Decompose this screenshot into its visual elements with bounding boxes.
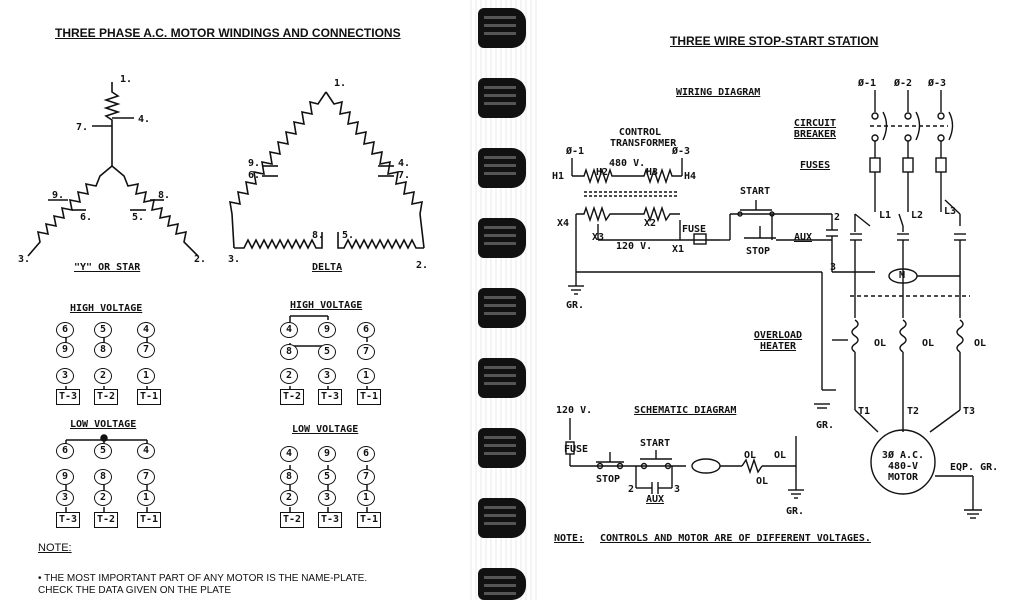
schematic-diagram-label: SCHEMATIC DIAGRAM	[634, 405, 737, 416]
schematic-voltage-label: 120 V.	[556, 405, 593, 416]
terminal-number: 7	[137, 342, 155, 358]
terminal-number: 1	[357, 490, 375, 506]
terminal-number: 9	[56, 342, 74, 358]
wire-number-2: 2	[834, 212, 841, 223]
delta-low-voltage-label: LOW VOLTAGE	[292, 424, 359, 435]
terminal-h3: H3	[646, 167, 659, 178]
binding-coil	[478, 498, 526, 538]
fuses-label: FUSES	[800, 160, 831, 171]
terminal-number: 2	[280, 490, 298, 506]
lead-label: T-3	[318, 512, 342, 528]
left-note-heading: NOTE:	[38, 542, 72, 554]
binding-coil	[478, 568, 526, 600]
right-page-title: THREE WIRE STOP-START STATION	[670, 34, 879, 48]
right-note-heading: NOTE:	[554, 533, 585, 544]
lead-label: T-2	[94, 512, 118, 528]
overload-heater-label: OVERLOAD HEATER	[753, 330, 803, 352]
terminal-number: 6	[56, 443, 74, 459]
lead-label: T-1	[137, 389, 161, 405]
fuse-label: FUSE	[682, 224, 707, 235]
terminal-number: 9	[56, 469, 74, 485]
delta-high-voltage-label: HIGH VOLTAGE	[290, 300, 363, 311]
terminal-number: 2	[280, 368, 298, 384]
terminal-number: 1	[137, 368, 155, 384]
equipment-ground-label: EQP. GR.	[950, 462, 999, 473]
wye-term-6: 6.	[80, 212, 93, 223]
line-term-l1: L1	[879, 210, 892, 221]
wye-term-9: 9.	[52, 190, 65, 201]
terminal-number: 4	[137, 443, 155, 459]
stop-button-label: STOP	[746, 246, 771, 257]
binding-coil	[478, 288, 526, 328]
ground-label-2: GR.	[816, 420, 835, 431]
schematic-ol-label-3: OL	[756, 476, 769, 487]
terminal-h4: H4	[684, 171, 697, 182]
wye-term-5: 5.	[132, 212, 145, 223]
delta-term-4: 4.	[398, 158, 411, 169]
lead-label: T-2	[280, 389, 304, 405]
overload-label-1: OL	[874, 338, 887, 349]
terminal-number: 7	[137, 469, 155, 485]
terminal-number: 7	[357, 469, 375, 485]
delta-term-3: 3.	[228, 254, 241, 265]
transformer-phase-1-label: Ø-1	[566, 146, 585, 157]
motor-term-t2: T2	[907, 406, 920, 417]
terminal-x2: X2	[644, 218, 657, 229]
line-term-l3: L3	[944, 206, 957, 217]
terminal-number: 1	[357, 368, 375, 384]
wye-winding-1	[106, 82, 118, 166]
left-page-title: THREE PHASE A.C. MOTOR WINDINGS AND CONNECTIONS	[55, 26, 401, 40]
wye-term-2: 2.	[194, 254, 207, 265]
terminal-number: 5	[318, 344, 336, 360]
schematic-start-label: START	[640, 438, 671, 449]
schematic-ol-label-2: OL	[774, 450, 787, 461]
terminal-number: 9	[318, 446, 336, 462]
overload-label-2: OL	[922, 338, 935, 349]
binding-coil	[478, 358, 526, 398]
binding-coil	[478, 78, 526, 118]
wiring-diagram-label: WIRING DIAGRAM	[676, 87, 761, 98]
wye-winding-2	[112, 166, 198, 256]
terminal-number: 6	[56, 322, 74, 338]
terminal-number: 8	[280, 344, 298, 360]
left-page	[0, 0, 470, 600]
terminal-number: 3	[56, 368, 74, 384]
control-fuse-symbol	[694, 234, 706, 244]
lead-label: T-3	[56, 389, 80, 405]
terminal-h1: H1	[552, 171, 565, 182]
lead-label: T-3	[56, 512, 80, 528]
lead-label: T-1	[357, 512, 381, 528]
ground-label: GR.	[566, 300, 585, 311]
overload-label-3: OL	[974, 338, 987, 349]
terminal-number: 5	[94, 322, 112, 338]
control-transformer-label: CONTROL TRANSFORMER	[610, 127, 677, 149]
phase-label-1: Ø-1	[858, 78, 877, 89]
wye-high-voltage-label: HIGH VOLTAGE	[70, 303, 143, 314]
terminal-number: 6	[357, 322, 375, 338]
aux-contact-label: AUX	[794, 232, 813, 243]
schematic-ground-label: GR.	[786, 506, 805, 517]
terminal-number: 3	[318, 368, 336, 384]
line-term-l2: L2	[911, 210, 924, 221]
delta-term-2: 2.	[416, 260, 429, 271]
terminal-number: 8	[94, 342, 112, 358]
start-button-label: START	[740, 186, 771, 197]
terminal-number: 4	[280, 322, 298, 338]
binding-coil	[478, 148, 526, 188]
wye-term-1: 1.	[120, 74, 133, 85]
delta-term-5: 5.	[342, 230, 355, 241]
lead-label: T-2	[280, 512, 304, 528]
delta-term-9: 9.	[248, 158, 261, 169]
terminal-number: 2	[94, 368, 112, 384]
schematic-wire-2: 2	[628, 484, 635, 495]
schematic-wire-3: 3	[674, 484, 681, 495]
wye-term-3: 3.	[18, 254, 31, 265]
terminal-x4: X4	[557, 218, 570, 229]
terminal-number: 5	[318, 469, 336, 485]
delta-term-6: 6.	[248, 170, 261, 181]
delta-term-1: 1.	[334, 78, 347, 89]
delta-term-7: 7.	[398, 170, 411, 181]
wye-term-4: 4.	[138, 114, 151, 125]
delta-left-winding	[230, 92, 326, 248]
terminal-number: 8	[94, 469, 112, 485]
schematic-fuse-label: FUSE	[564, 444, 589, 455]
terminal-number: 8	[280, 469, 298, 485]
terminal-number: 4	[280, 446, 298, 462]
terminal-number: 1	[137, 490, 155, 506]
wye-low-voltage-label: LOW VOLTAGE	[70, 419, 137, 430]
control-circuit-drawing	[540, 0, 1024, 600]
secondary-voltage-label: 120 V.	[616, 241, 653, 252]
spiral-binding	[470, 0, 540, 600]
wye-star-label: "Y" OR STAR	[74, 262, 141, 273]
transformer-phase-3-label: Ø-3	[672, 146, 691, 157]
terminal-number: 3	[318, 490, 336, 506]
lead-label: T-1	[357, 389, 381, 405]
terminal-number: 9	[318, 322, 336, 338]
winding-drawings	[0, 0, 470, 600]
phase-label-2: Ø-2	[894, 78, 913, 89]
wye-term-8: 8.	[158, 190, 171, 201]
note-bullet: •	[38, 573, 45, 584]
terminal-number: 7	[357, 344, 375, 360]
binding-coil	[478, 8, 526, 48]
delta-label: DELTA	[312, 262, 343, 273]
terminal-number: 4	[137, 322, 155, 338]
left-note-text: • THE MOST IMPORTANT PART OF ANY MOTOR IS THE NAME-PLATE. CHECK THE DATA GIVEN ON THE PLATE	[38, 573, 368, 596]
delta-bottom-winding-left	[234, 230, 325, 248]
motor-term-t1: T1	[858, 406, 871, 417]
binding-coil	[478, 428, 526, 468]
motor-term-t3: T3	[963, 406, 976, 417]
circuit-breaker-label: CIRCUIT BREAKER	[793, 118, 837, 140]
primary-voltage-label: 480 V.	[609, 158, 646, 169]
lead-label: T-2	[94, 389, 118, 405]
wye-term-7: 7.	[76, 122, 89, 133]
terminal-number: 5	[94, 443, 112, 459]
terminal-number: 2	[94, 490, 112, 506]
terminal-x3: X3	[592, 232, 605, 243]
schematic-stop-label: STOP	[596, 474, 621, 485]
right-page	[540, 0, 1024, 600]
motor-starter-coil-label: M	[899, 270, 906, 281]
phase-label-3: Ø-3	[928, 78, 947, 89]
wye-winding-3	[28, 166, 112, 256]
delta-term-8: 8.	[312, 230, 325, 241]
terminal-number: 3	[56, 490, 74, 506]
lead-label: T-1	[137, 512, 161, 528]
terminal-x1: X1	[672, 244, 685, 255]
right-note-text: CONTROLS AND MOTOR ARE OF DIFFERENT VOLTAGES.	[600, 533, 871, 544]
motor-nameplate-label: 3Ø A.C. 480-V MOTOR	[881, 450, 925, 483]
lead-label: T-3	[318, 389, 342, 405]
terminal-h2: H2	[596, 167, 609, 178]
terminal-number: 6	[357, 446, 375, 462]
schematic-ol-label-1: OL	[744, 450, 757, 461]
binding-coil	[478, 218, 526, 258]
wire-number-3: 3	[830, 262, 837, 273]
schematic-aux-label: AUX	[646, 494, 665, 505]
